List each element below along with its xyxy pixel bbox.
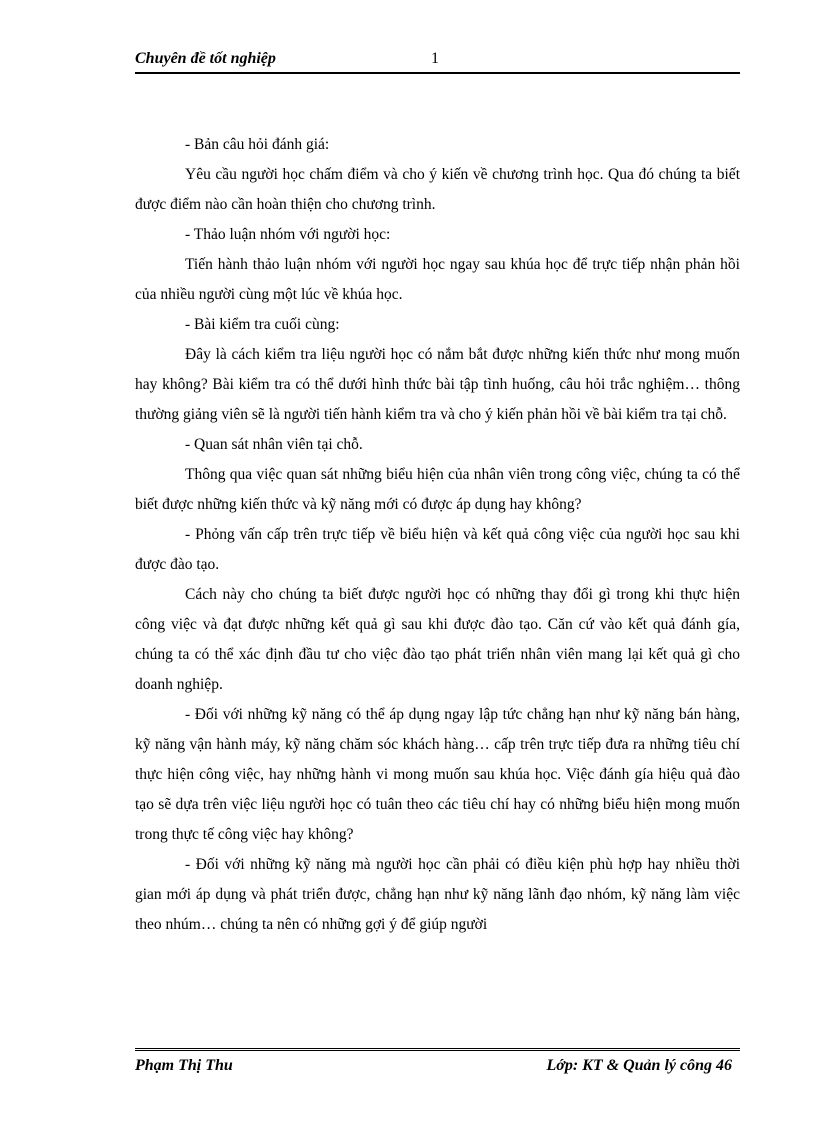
page-footer xyxy=(135,1048,740,1074)
footer-author: Phạm Thị Thu xyxy=(135,1057,233,1074)
footer-class: Lớp: KT & Quản lý công 46 xyxy=(546,1057,732,1074)
paragraph-bullet-final-test: - Bài kiểm tra cuối cùng: xyxy=(185,316,340,333)
paragraph-bullet-long-term-skills: - Đối với những kỹ năng mà người học cần phải có điều kiện phù hợp hay nhiều thời gian mới áp dụng và phát triển được, chẳng hạn như kỹ năng lãnh đạo nhóm, kỹ năng làm việc theo nhúm… chúng ta nên có những gợi ý để giúp người xyxy=(135,856,740,933)
paragraph-interview-text: Cách này cho chúng ta biết được người học có những thay đổi gì trong khi thực hiện công việc và đạt được những kết quả gì sau khi được đào tạo. Căn cứ vào kết quả đánh gía, chúng ta có thể xác định đầu tư cho việc đào tạo phát triển nhân viên mang lại kết quả gì cho doanh nghiệp. xyxy=(135,586,740,693)
paragraph-bullet-discussion: - Thảo luận nhóm với người học: xyxy=(185,226,391,243)
page-header xyxy=(135,48,740,74)
paragraph-survey-text: Yêu cầu người học chấm điểm và cho ý kiến về chương trình học. Qua đó chúng ta biết được điểm nào cần hoàn thiện cho chương trình. xyxy=(135,166,740,213)
paragraph-final-test-text: Đây là cách kiểm tra liệu người học có nắm bắt được những kiến thức như mong muốn hay không? Bài kiểm tra có thể dưới hình thức bài tập tình huống, câu hỏi trắc nghiệm… thông thường giảng viên sẽ là người tiến hành kiểm tra và cho ý kiến phản hồi về bài kiểm tra tại chỗ. xyxy=(135,346,740,423)
paragraph-bullet-immediate-skills: - Đối với những kỹ năng có thể áp dụng ngay lập tức chẳng hạn như kỹ năng bán hàng, kỹ năng vận hành máy, kỹ năng chăm sóc khách hàng… cấp trên trực tiếp đưa ra những tiêu chí thực hiện công việc, hay những hành vi mong muốn sau khúa học. Việc đánh gía hiệu quả đào tạo sẽ dựa trên việc liệu người học có tuân theo các tiêu chí hay có những biểu hiện mong muốn trong thực tế công việc hay không? xyxy=(135,706,740,843)
document-body xyxy=(135,130,740,940)
paragraph-observation-text: Thông qua việc quan sát những biểu hiện của nhân viên trong công việc, chúng ta có thể biết được những kiến thức và kỹ năng mới có được áp dụng hay không? xyxy=(135,466,740,513)
paragraph-discussion-text: Tiến hành thảo luận nhóm với người học ngay sau khúa học để trực tiếp nhận phản hồi của nhiều người cùng một lúc về khúa học. xyxy=(135,256,740,303)
header-title: Chuyên đề tốt nghiệp xyxy=(135,50,276,67)
paragraph-bullet-interview: - Phỏng vấn cấp trên trực tiếp về biểu hiện và kết quả công việc của người học sau khi được đào tạo. xyxy=(135,526,740,573)
page-number: 1 xyxy=(431,50,439,67)
paragraph-bullet-observation: - Quan sát nhân viên tại chỗ. xyxy=(185,436,363,453)
paragraph-bullet-survey: - Bản câu hỏi đánh giá: xyxy=(185,136,330,153)
